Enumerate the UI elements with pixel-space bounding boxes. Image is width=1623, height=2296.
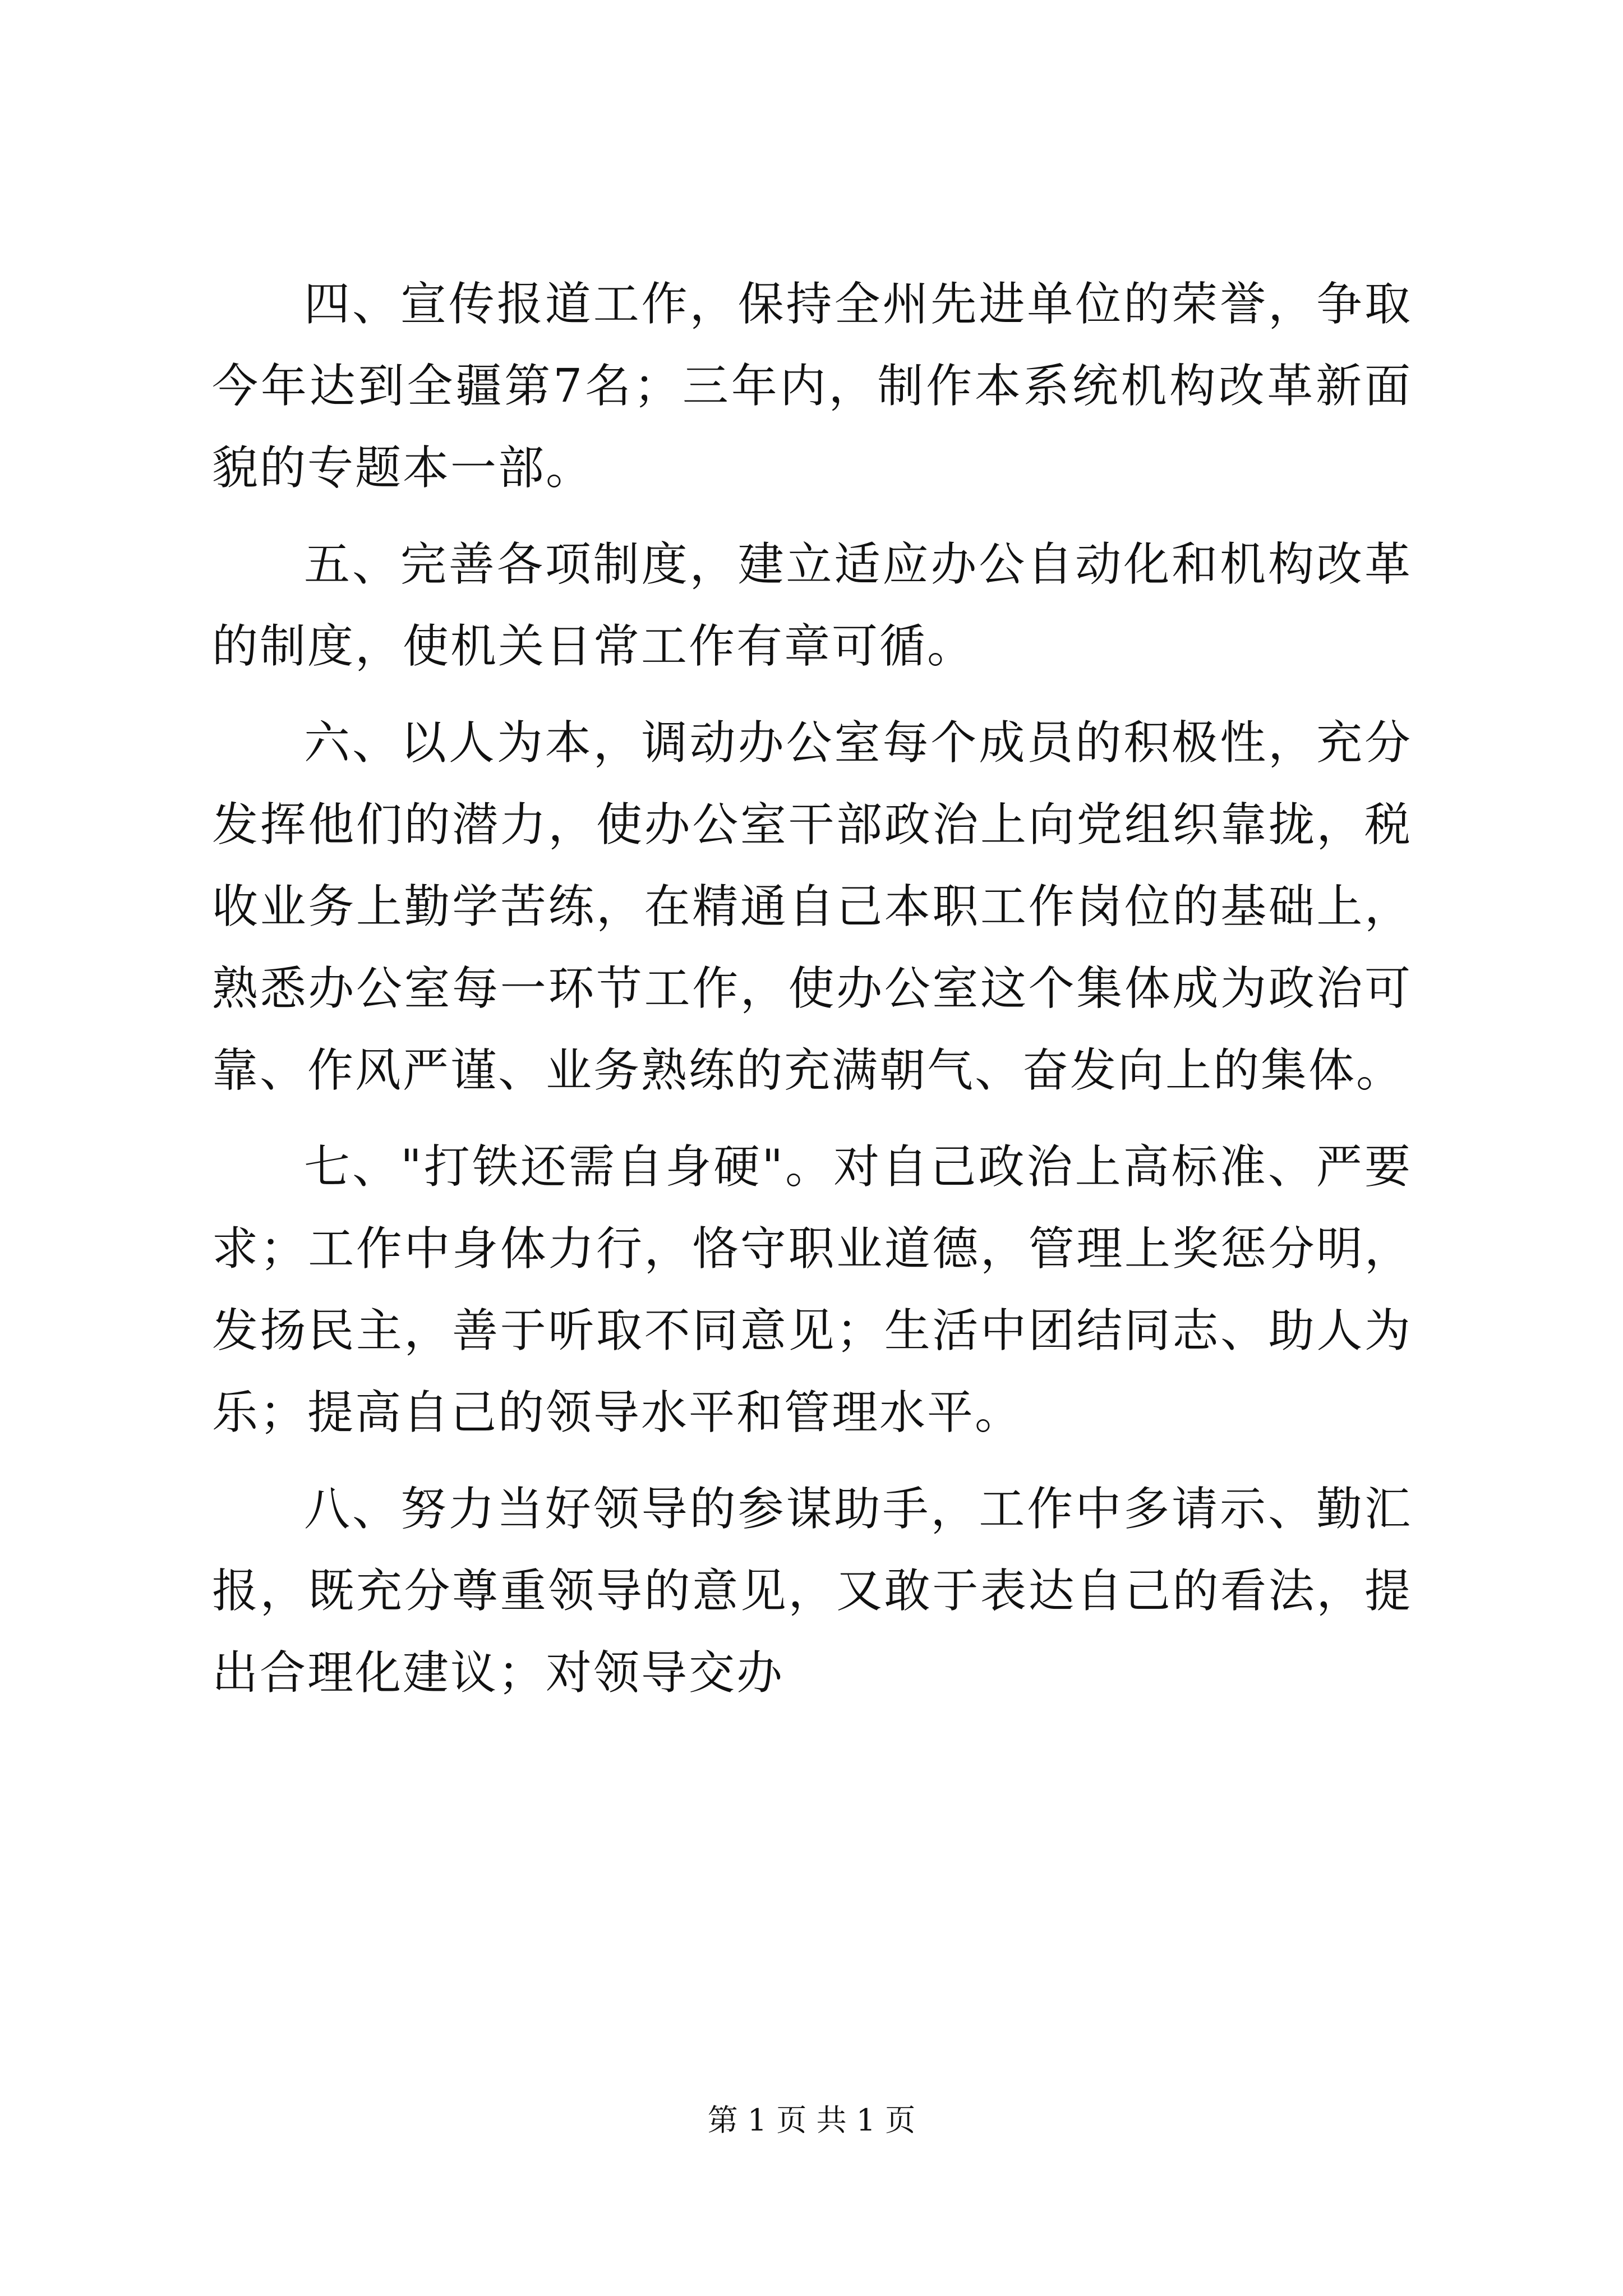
- document-body: [212, 264, 1412, 1729]
- paragraph-publicity: 四、宣传报道工作，保持全州先进单位的荣誉，争取今年达到全疆第7名；三年内，制作本系统机构改革新面貌的专题本一部。: [212, 278, 1412, 495]
- paragraph-leadership-assistant: 八、努力当好领导的参谋助手，工作中多请示、勤汇报，既充分尊重领导的意见，又敢于表达自己的看法，提出合理化建议；对领导交办: [212, 1483, 1412, 1700]
- paragraph-regulations: 五、完善各项制度，建立适应办公自动化和机构改革的制度，使机关日常工作有章可循。: [212, 538, 1412, 673]
- page-number-footer: 第 1 页 共 1 页: [707, 2102, 916, 2138]
- paragraph-self-discipline: 七、"打铁还需自身硬"。对自己政治上高标准、严要求；工作中身体力行，恪守职业道德，管理上奖惩分明，发扬民主，善于听取不同意见；生活中团结同志、助人为乐；提高自己的领导水平和管理水平。: [212, 1140, 1412, 1439]
- paragraph-people-oriented: 六、以人为本，调动办公室每个成员的积极性，充分发挥他们的潜力，使办公室干部政治上向党组织靠拢，税收业务上勤学苦练，在精通自己本职工作岗位的基础上，熟悉办公室每一环节工作，使办公室这个集体成为政治可靠、作风严谨、业务熟练的充满朝气、奋发向上的集体。: [212, 716, 1412, 1097]
